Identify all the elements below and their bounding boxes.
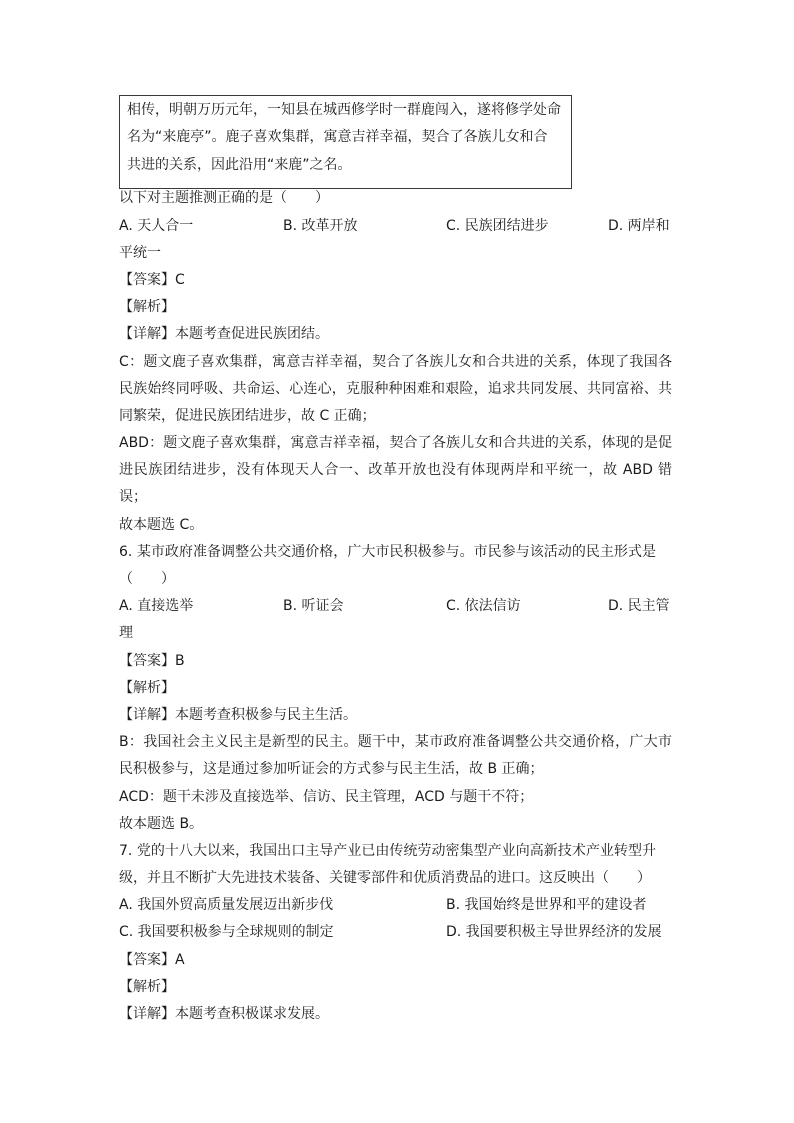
- detail-line: 【详解】本题考查积极参与民主生活。: [119, 706, 357, 723]
- conclusion-line: 故本题选 B。: [119, 815, 204, 832]
- answer-line: 【答案】B: [119, 652, 185, 669]
- analysis-label: 【解析】: [119, 299, 175, 316]
- option-d: D. 两岸和: [608, 217, 670, 234]
- material-line: 共进的关系，因此沿用“来鹿”之名。: [127, 156, 352, 173]
- option-d-continued: 平统一: [119, 244, 161, 261]
- options-row: [119, 919, 672, 946]
- explanation-line: 进民族团结进步，没有体现天人合一、改革开放也没有体现两岸和平统一，故 ABD 错: [119, 462, 672, 479]
- options-row: [119, 892, 672, 919]
- option-a: A. 我国外贸高质量发展迈出新步伐: [119, 897, 334, 914]
- question-stem: 6. 某市政府准备调整公共交通价格，广大市民积极参与。市民参与该活动的民主形式是: [119, 543, 656, 560]
- explanation-line: 误；: [119, 489, 147, 506]
- option-d: D. 我国要积极主导世界经济的发展: [446, 924, 662, 941]
- option-d: D. 民主管: [608, 598, 670, 615]
- answer-line: 【答案】C: [119, 271, 185, 288]
- material-box: [119, 95, 572, 189]
- question-stem-continued: 级，并且不断扩大先进技术装备、关键零部件和优质消费品的进口。这反映出（ ）: [119, 870, 651, 887]
- option-b: B. 听证会: [283, 598, 344, 615]
- explanation-line: B：我国社会主义民主是新型的民主。题干中，某市政府准备调整公共交通价格，广大市: [119, 734, 672, 751]
- option-c: C. 我国要积极参与全球规则的制定: [119, 924, 334, 941]
- detail-line: 【详解】本题考查积极谋求发展。: [119, 1006, 329, 1023]
- material-line: 相传，明朝万历元年，一知县在城西修学时一群鹿闯入，遂将修学处命: [127, 102, 561, 118]
- explanation-line: 民积极参与，这是通过参加听证会的方式参与民主生活，故 B 正确；: [119, 761, 544, 778]
- material-line: 名为“来鹿亭”。鹿子喜欢集群，寓意吉祥幸福，契合了各族儿女和合: [127, 129, 548, 146]
- option-b: B. 我国始终是世界和平的建设者: [446, 897, 647, 914]
- option-c: C. 依法信访: [446, 598, 521, 615]
- question-stem: 以下对主题推测正确的是（ ）: [119, 190, 329, 207]
- explanation-line: 民族始终同呼吸、共命运、心连心，克服种种困难和艰险，追求共同发展、共同富裕、共: [119, 380, 672, 397]
- options-row: [119, 593, 672, 620]
- explanation-line: ABD：题文鹿子喜欢集群，寓意吉祥幸福，契合了各族儿女和合共进的关系，体现的是促: [119, 435, 672, 452]
- option-c: C. 民族团结进步: [446, 217, 549, 234]
- analysis-label: 【解析】: [119, 679, 175, 696]
- options-row: [119, 213, 672, 240]
- option-a: A. 直接选举: [119, 598, 194, 615]
- explanation-line: C：题文鹿子喜欢集群，寓意吉祥幸福，契合了各族儿女和合共进的关系，体现了我国各: [119, 353, 672, 370]
- conclusion-line: 故本题选 C。: [119, 516, 204, 533]
- option-a: A. 天人合一: [119, 217, 194, 234]
- analysis-label: 【解析】: [119, 978, 175, 995]
- detail-line: 【详解】本题考查促进民族团结。: [119, 326, 329, 343]
- explanation-line: 同繁荣，促进民族团结进步，故 C 正确；: [119, 407, 376, 424]
- answer-line: 【答案】A: [119, 951, 185, 968]
- question-stem: 7. 党的十八大以来，我国出口主导产业已由传统劳动密集型产业向高新技术产业转型升: [119, 842, 656, 859]
- option-d-continued: 理: [119, 625, 133, 642]
- question-stem-continued: （ ）: [119, 571, 175, 588]
- option-b: B. 改革开放: [283, 217, 358, 234]
- explanation-line: ACD：题干未涉及直接选举、信访、民主管理，ACD 与题干不符；: [119, 788, 534, 805]
- document-body: [119, 185, 672, 1028]
